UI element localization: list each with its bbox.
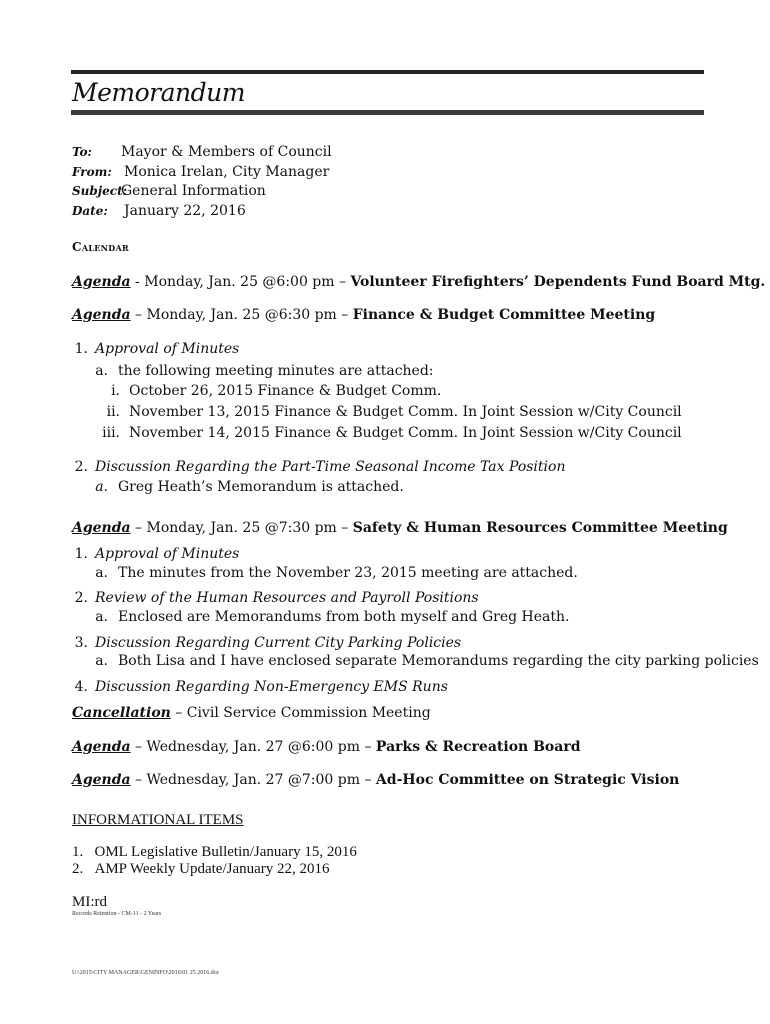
- list-text: Enclosed are Memorandums from both myself and Greg Heath.: [118, 609, 570, 625]
- memo-title: Memorandum: [72, 78, 245, 107]
- list-number: 1.: [74, 341, 88, 357]
- subject-label: Subject:: [72, 184, 128, 198]
- agenda-parks-recreation: [72, 738, 581, 756]
- calendar-heading: Calendar: [72, 240, 129, 254]
- agenda-label: Agenda: [72, 274, 131, 290]
- list-text: Review of the Human Resources and Payroll Positions: [95, 590, 479, 606]
- list-text: Approval of Minutes: [95, 341, 240, 357]
- list-text: November 14, 2015 Finance & Budget Comm. In Joint Session w/City Council: [129, 425, 682, 441]
- initials: MI:rd: [72, 894, 107, 910]
- list-text: Both Lisa and I have enclosed separate Memorandums regarding the city parking policies: [118, 653, 759, 669]
- list-number: 1.: [74, 546, 88, 562]
- agenda-datetime: – Monday, Jan. 25 @7:30 pm –: [130, 520, 353, 536]
- agenda-meeting-name: Safety & Human Resources Committee Meeting: [352, 520, 728, 536]
- date-value: January 22, 2016: [124, 203, 246, 219]
- agenda-meeting-name: Finance & Budget Committee Meeting: [352, 307, 656, 323]
- info-text: AMP Weekly Update/January 22, 2016: [94, 861, 330, 877]
- top-rule: [71, 70, 704, 74]
- list-number: a.: [95, 363, 108, 379]
- agenda-label: Agenda: [72, 520, 131, 536]
- info-item: [72, 844, 357, 861]
- agenda-datetime: – Wednesday, Jan. 27 @6:00 pm –: [130, 739, 376, 755]
- list-text: Discussion Regarding the Part-Time Seasonal Income Tax Position: [95, 459, 566, 475]
- agenda-ad-hoc-committee: [72, 771, 679, 789]
- agenda-datetime: - Monday, Jan. 25 @6:00 pm –: [130, 274, 351, 290]
- list-number: 3.: [74, 635, 88, 651]
- info-text: OML Legislative Bulletin/January 15, 2016: [94, 844, 357, 860]
- list-number: iii.: [102, 425, 120, 441]
- list-text: Greg Heath’s Memorandum is attached.: [118, 479, 404, 495]
- list-number: 2.: [74, 459, 88, 475]
- list-text: Discussion Regarding Non-Emergency EMS Runs: [95, 679, 448, 695]
- cancellation-label: Cancellation: [72, 705, 171, 721]
- list-text: October 26, 2015 Finance & Budget Comm.: [129, 383, 442, 399]
- agenda-meeting-name: Ad-Hoc Committee on Strategic Vision: [375, 772, 680, 788]
- file-path: U:\2015\CITY MANAGER\GENINFO\2016\01 25 2016.doc: [72, 970, 220, 976]
- cancellation-text: – Civil Service Commission Meeting: [170, 705, 431, 721]
- from-value: Monica Irelan, City Manager: [124, 164, 330, 180]
- agenda-finance-budget: [72, 306, 655, 324]
- list-text: Approval of Minutes: [95, 546, 240, 562]
- list-number: a.: [95, 565, 108, 581]
- agenda-label: Agenda: [72, 739, 131, 755]
- subject-value: General Information: [121, 183, 266, 199]
- list-text: November 13, 2015 Finance & Budget Comm. In Joint Session w/City Council: [129, 404, 682, 420]
- bottom-rule: [71, 110, 704, 115]
- agenda-volunteer-firefighters: [72, 273, 765, 291]
- list-number: i.: [111, 383, 120, 399]
- list-number: 4.: [74, 679, 88, 695]
- info-item: [72, 861, 330, 878]
- date-label: Date:: [72, 204, 108, 218]
- list-text: The minutes from the November 23, 2015 meeting are attached.: [118, 565, 578, 581]
- list-text: the following meeting minutes are attached:: [118, 363, 434, 379]
- info-number: 1.: [72, 844, 84, 860]
- to-label: To:: [72, 145, 92, 159]
- agenda-datetime: – Wednesday, Jan. 27 @7:00 pm –: [130, 772, 376, 788]
- list-number: a.: [95, 609, 108, 625]
- agenda-datetime: – Monday, Jan. 25 @6:30 pm –: [130, 307, 353, 323]
- list-number: a.: [95, 479, 108, 495]
- records-retention: Records Retention - CM-11 - 2 Years: [72, 911, 162, 917]
- to-value: Mayor & Members of Council: [121, 144, 332, 160]
- agenda-meeting-name: Parks & Recreation Board: [375, 739, 581, 755]
- list-number: 2.: [74, 590, 88, 606]
- agenda-label: Agenda: [72, 307, 131, 323]
- from-label: From:: [72, 165, 112, 179]
- list-number: a.: [95, 653, 108, 669]
- list-number: ii.: [106, 404, 120, 420]
- agenda-meeting-name: Volunteer Firefighters’ Dependents Fund Board Mtg.: [350, 274, 766, 290]
- agenda-safety-hr: [72, 519, 728, 537]
- agenda-label: Agenda: [72, 772, 131, 788]
- info-number: 2.: [72, 861, 84, 877]
- cancellation-civil-service: [72, 704, 431, 722]
- list-text: Discussion Regarding Current City Parking Policies: [95, 635, 462, 651]
- informational-heading: INFORMATIONAL ITEMS: [72, 812, 244, 828]
